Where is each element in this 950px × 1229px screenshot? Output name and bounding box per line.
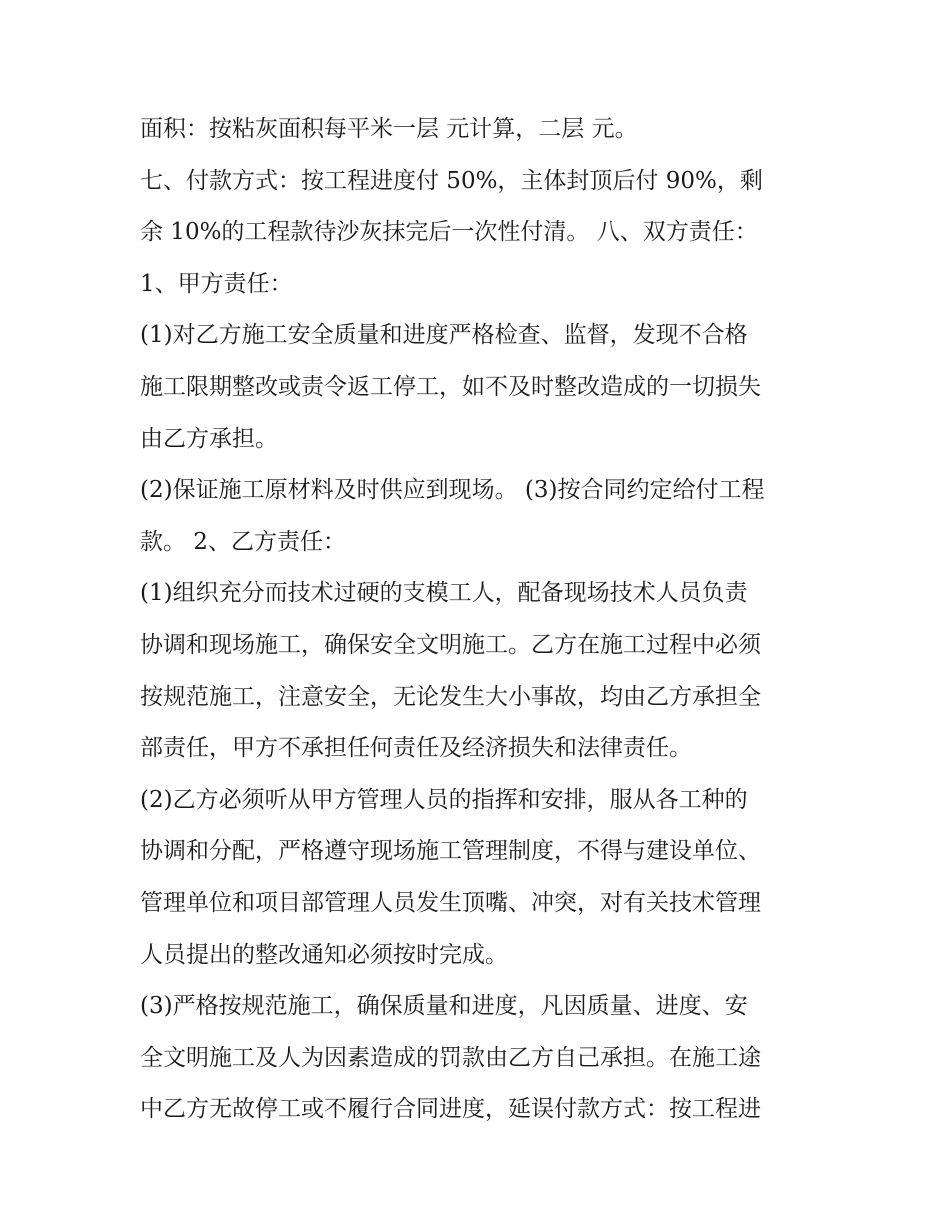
text-line: 1、甲方责任：: [140, 270, 293, 297]
text-line: (1)对乙方施工安全质量和进度严格检查、监督，发现不合格: [140, 322, 748, 349]
text-line: (3)严格按规范施工，确保质量和进度，凡因质量、进度、安: [140, 993, 748, 1020]
text-line: 面积：按粘灰面积每平米一层 元计算，二层 元。: [140, 116, 638, 142]
text-line: 协调和分配，严格遵守现场施工管理制度，不得与建设单位、: [140, 838, 761, 865]
text-line: 全文明施工及人为因素造成的罚款由乙方自己承担。在施工途: [140, 1044, 761, 1071]
text-line: (2)乙方必须听从甲方管理人员的指挥和安排，服从各工种的: [140, 786, 748, 813]
text-line: 七、付款方式：按工程进度付 50%，主体封顶后付 90%，剩: [140, 167, 763, 194]
text-line: 施工限期整改或责令返工停工，如不及时整改造成的一切损失: [140, 373, 761, 400]
text-line: 协调和现场施工，确保安全文明施工。乙方在施工过程中必须: [140, 631, 761, 658]
text-line: (2)保证施工原材料及时供应到现场。 (3)按合同约定给付工程: [140, 477, 765, 504]
text-line: 中乙方无故停工或不履行合同进度，延误付款方式：按工程进: [140, 1096, 761, 1123]
text-line: 由乙方承担。: [140, 425, 278, 452]
text-line: 按规范施工，注意安全，无论发生大小事故，均由乙方承担全: [140, 683, 761, 710]
text-line: 部责任，甲方不承担任何责任及经济损失和法律责任。: [140, 735, 692, 762]
text-line: 余 10%的工程款待沙灰抹完后一次性付清。 八、双方责任：: [140, 219, 758, 246]
text-line: 人员提出的整改通知必须按时完成。: [140, 941, 508, 968]
text-line: (1)组织充分而技术过硬的支模工人，配备现场技术人员负责: [140, 580, 748, 607]
text-line: 款。 2、乙方责任：: [140, 528, 346, 555]
text-line: 管理单位和项目部管理人员发生顶嘴、冲突，对有关技术管理: [140, 889, 761, 916]
document-body: [140, 104, 840, 1136]
